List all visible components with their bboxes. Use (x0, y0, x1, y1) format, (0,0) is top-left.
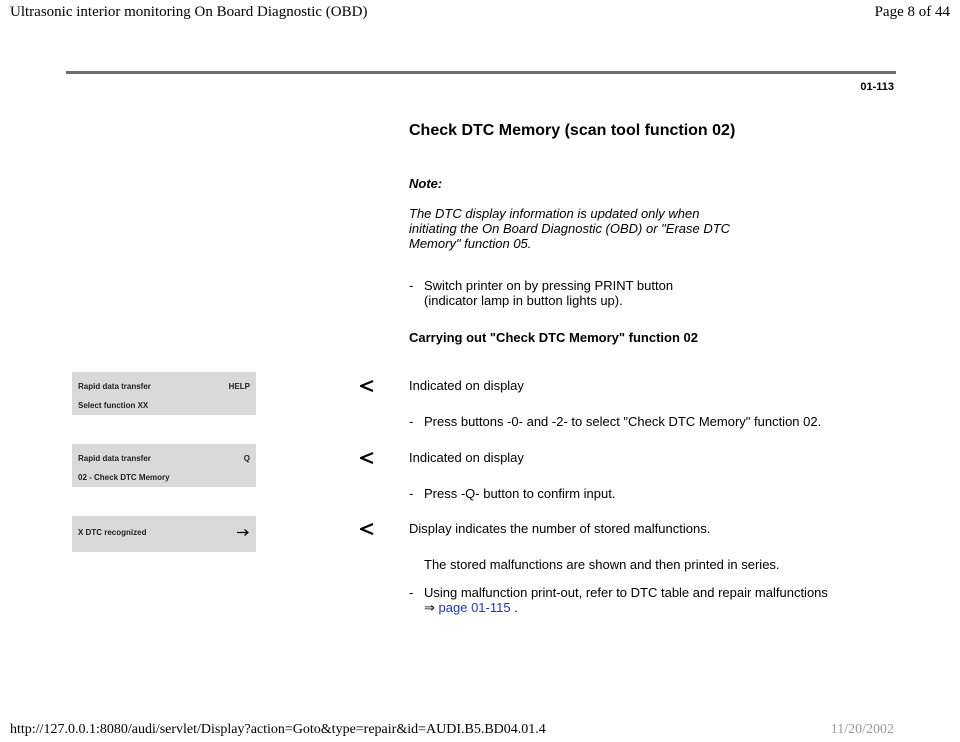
step-text: Switch printer on by pressing PRINT button (indicator lamp in button lights up). (424, 278, 674, 308)
link-suffix: . (514, 600, 518, 615)
indicated-on-display: Indicated on display (409, 450, 524, 465)
step-dash: - (409, 278, 414, 293)
display-panel-dtc-recognized (72, 516, 256, 552)
display-line1-left: Rapid data transfer (78, 382, 151, 391)
display-line1-left: Rapid data transfer (78, 454, 151, 463)
pointer-arrow-icon (360, 452, 374, 464)
right-arrow-icon (236, 528, 250, 537)
display-line1-left: X DTC recognized (78, 528, 147, 537)
step-dash: - (409, 585, 414, 600)
step-confirm-input (409, 486, 889, 501)
step-repair-malfunctions (409, 585, 899, 615)
display-line1-right: Q (243, 454, 250, 463)
display-line1-right: HELP (228, 382, 250, 391)
footer-date: 11/20/2002 (830, 722, 894, 737)
step-text: Press -Q- button to confirm input. (424, 486, 616, 501)
indicated-on-display: Display indicates the number of stored malfunctions. (409, 521, 711, 536)
step-select-function (409, 414, 889, 429)
display-line2-left: Select function XX (78, 401, 149, 410)
page-indicator: Page 8 of 44 (874, 4, 950, 20)
step-text: Press buttons -0- and -2- to select "Check DTC Memory" function 02. (424, 414, 822, 429)
step-dash: - (409, 486, 414, 501)
note-text: The DTC display information is updated only when initiating the On Board Diagnostic (OBD) or "Erase DTC Memory" function 05. (409, 206, 731, 251)
footer-url: http://127.0.0.1:8080/audi/servlet/Display?action=Goto&type=repair&id=AUDI.B5.BD04.01.4 (10, 722, 546, 737)
display-panel-select-function (72, 372, 256, 415)
pointer-arrow-icon (360, 380, 374, 392)
procedure-subtitle: Carrying out "Check DTC Memory" function 02 (409, 330, 698, 345)
header-divider (66, 71, 896, 74)
step-text-main: Using malfunction print-out, refer to DTC table and repair malfunctions (424, 585, 828, 600)
section-title: Check DTC Memory (scan tool function 02) (409, 122, 736, 139)
pointer-arrow-icon (360, 523, 374, 535)
display-line2-left: 02 - Check DTC Memory (78, 473, 170, 482)
indicated-on-display: Indicated on display (409, 378, 524, 393)
page-number: 01-113 (860, 81, 894, 93)
link-arrow: ⇒ (424, 600, 435, 615)
document-title: Ultrasonic interior monitoring On Board Diagnostic (OBD) (10, 4, 368, 20)
page-link[interactable]: page 01-115 (438, 600, 511, 615)
display-panel-check-dtc (72, 444, 256, 487)
step-dash: - (409, 414, 414, 429)
step-switch-printer (409, 278, 729, 308)
info-text: The stored malfunctions are shown and then printed in series. (424, 557, 780, 572)
step-text (424, 585, 899, 615)
note-label: Note: (409, 176, 443, 191)
